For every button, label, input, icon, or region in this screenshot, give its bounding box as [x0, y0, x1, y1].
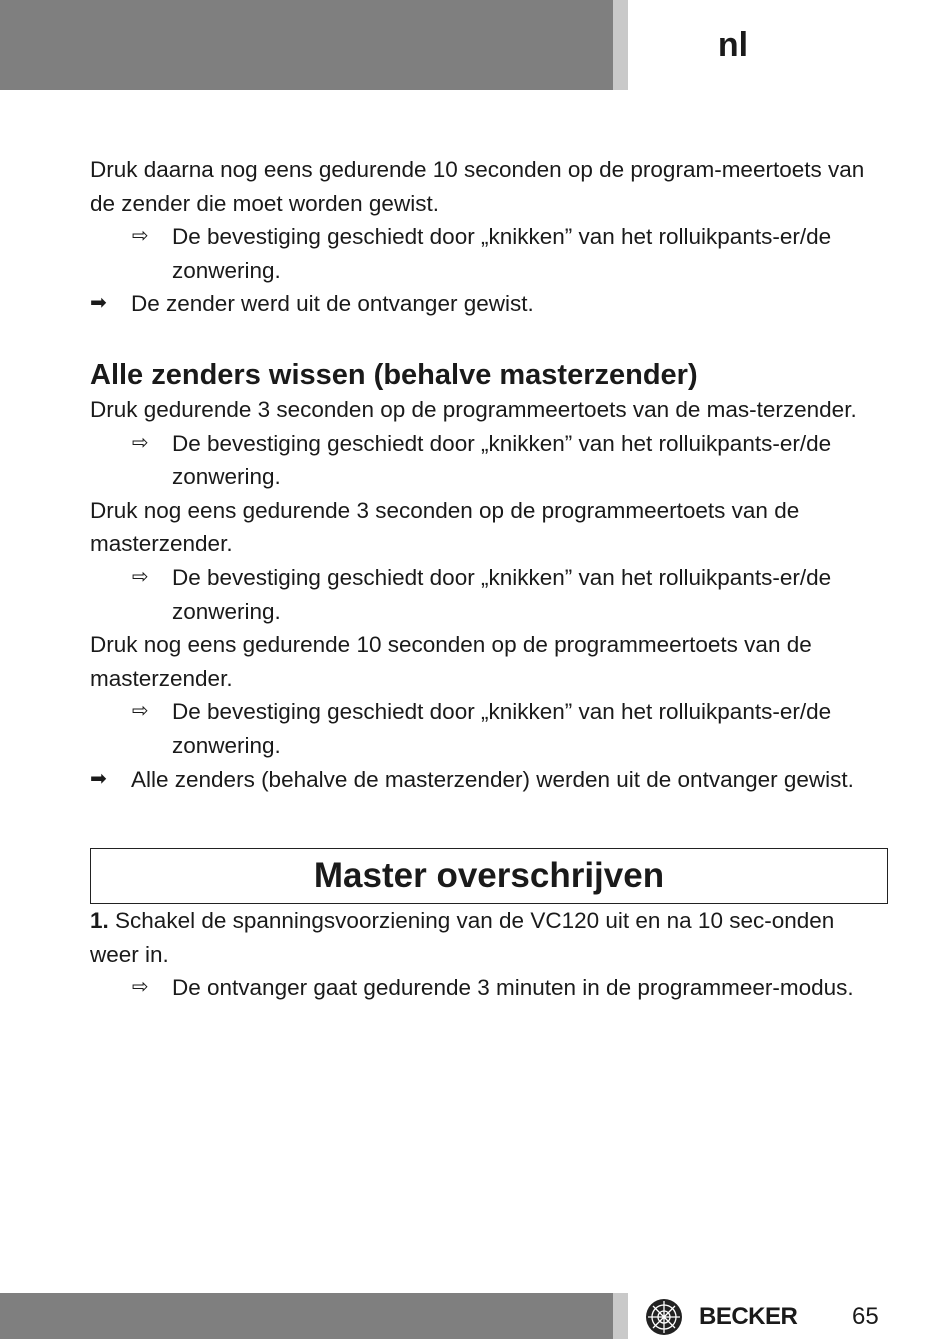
paragraph-step: Druk nog eens gedurende 3 seconden op de programmeertoets van de masterzender.: [90, 497, 800, 557]
boxed-section-title: Master overschrijven: [90, 848, 888, 904]
paragraph-step: Druk nog eens gedurende 10 seconden op de programmeertoets van de masterzender.: [90, 632, 812, 691]
outline-arrow-icon: ⇨: [132, 700, 149, 723]
outline-arrow-icon: ⇨: [132, 976, 149, 999]
becker-logo-icon: [645, 1298, 683, 1336]
brand-name: BECKER: [699, 1303, 798, 1330]
confirmation-text: De ontvanger gaat gedurende 3 minuten in de programmeer-modus.: [172, 975, 854, 1001]
footer-band-edge: [613, 1293, 628, 1339]
confirmation-text: De bevestiging geschiedt door „knikken” van het rolluikpants-er/de zonwering.: [172, 430, 832, 490]
outline-arrow-icon: ⇨: [132, 225, 149, 248]
confirmation-item: [90, 971, 888, 1005]
result-item: [90, 287, 888, 321]
result-text: Alle zenders (behalve de masterzender) werden uit de ontvanger gewist.: [131, 766, 854, 792]
paragraph-step: Druk gedurende 3 seconden op de programmeertoets van de mas-terzender.: [90, 396, 857, 422]
solid-arrow-icon: ➡: [90, 767, 107, 790]
outline-arrow-icon: ⇨: [132, 431, 149, 454]
confirmation-item: [90, 220, 888, 287]
numbered-step: [90, 904, 888, 971]
confirmation-item: [90, 427, 888, 494]
outline-arrow-icon: ⇨: [132, 565, 149, 588]
result-text: De zender werd uit de ontvanger gewist.: [131, 291, 534, 317]
footer-band: [0, 1293, 613, 1339]
language-label: nl: [717, 26, 749, 64]
step-number: 1.: [90, 908, 109, 934]
confirmation-item: [90, 695, 888, 762]
confirmation-text: De bevestiging geschiedt door „knikken” van het rolluikpants-er/de zonwering.: [172, 224, 832, 283]
page-content: [90, 153, 888, 1005]
confirmation-text: De bevestiging geschiedt door „knikken” van het rolluikpants-er/de zonwering.: [172, 564, 832, 624]
paragraph-intro: Druk daarna nog eens gedurende 10 seconden op de program-meertoets van de zender die moet worden gewist.: [90, 157, 865, 216]
page-number: 65: [852, 1303, 879, 1330]
header-band-edge: [613, 0, 628, 90]
solid-arrow-icon: ➡: [90, 292, 107, 315]
confirmation-item: [90, 561, 888, 628]
confirmation-text: De bevestiging geschiedt door „knikken” van het rolluikpants-er/de zonwering.: [172, 699, 832, 758]
header-band: [0, 0, 613, 90]
result-item: [90, 763, 888, 797]
section-heading: Alle zenders wissen (behalve masterzender): [90, 358, 698, 391]
step-text: Schakel de spanningsvoorziening van de VC120 uit en na 10 sec-onden weer in.: [90, 908, 835, 967]
